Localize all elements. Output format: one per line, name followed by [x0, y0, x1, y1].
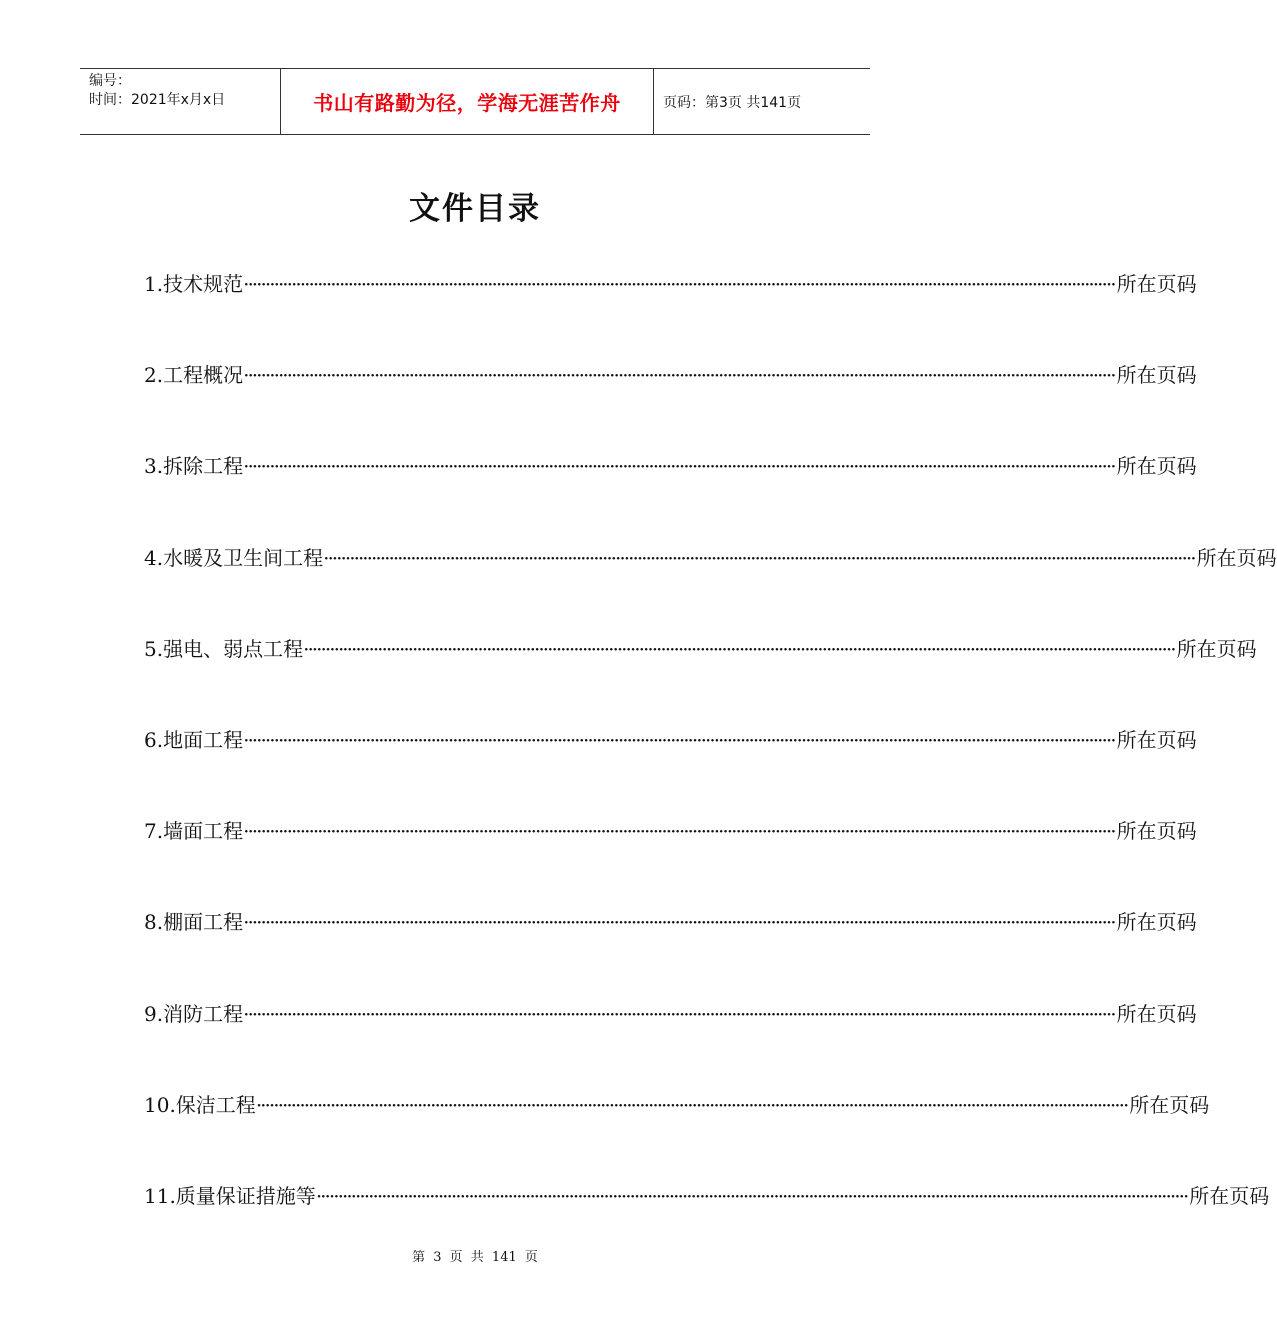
toc-entry-label: 7.墙面工程 — [144, 819, 244, 844]
serial-number-label: 编号： — [89, 73, 131, 89]
date-label: 时间：2021年x月x日 — [89, 92, 226, 108]
toc-entry-label: 11.质量保证措施等 — [144, 1183, 316, 1208]
toc-dot-leader: ········································································································································································································ — [243, 819, 1115, 844]
toc-dot-leader: ········································································································································································································ — [323, 545, 1195, 570]
toc-entry[interactable] — [144, 904, 1197, 995]
header-motto: 书山有路勤为径，学海无涯苦作舟 — [281, 69, 654, 134]
toc-entry[interactable] — [144, 448, 1197, 539]
toc-dot-leader: ········································································································································································································ — [303, 636, 1175, 661]
toc-dot-leader: ········································································································································································································ — [243, 272, 1115, 296]
toc-dot-leader: ········································································································································································································ — [243, 727, 1115, 752]
toc-entry[interactable] — [144, 1087, 1210, 1178]
toc-entry-label: 3.拆除工程 — [144, 454, 244, 479]
toc-entry[interactable] — [144, 266, 1197, 357]
toc-entry-label: 10.保洁工程 — [144, 1092, 256, 1117]
toc-dot-leader: ········································································································································································································ — [243, 363, 1115, 388]
toc-entry-page: 所在页码 — [1176, 636, 1257, 661]
toc-entry-page: 所在页码 — [1189, 1183, 1270, 1208]
toc-entry-page: 所在页码 — [1196, 545, 1277, 570]
toc-dot-leader: ········································································································································································································ — [243, 1001, 1115, 1026]
toc-dot-leader: ········································································································································································································ — [315, 1183, 1188, 1208]
toc-entry-label: 9.消防工程 — [144, 1001, 244, 1026]
header-page-info: 页码：第3页 共141页 — [663, 94, 802, 111]
toc-entry-page: 所在页码 — [1116, 727, 1197, 752]
toc-dot-leader: ········································································································································································································ — [243, 910, 1115, 935]
toc-entry[interactable] — [144, 357, 1197, 448]
toc-entry-page: 所在页码 — [1116, 1001, 1197, 1026]
toc-entry[interactable] — [144, 996, 1197, 1087]
toc-entry-page: 所在页码 — [1116, 272, 1197, 296]
toc-entry-page: 所在页码 — [1116, 819, 1197, 844]
toc-entry[interactable] — [144, 540, 1277, 631]
toc-entry-label: 4.水暖及卫生间工程 — [144, 545, 324, 570]
toc-entry[interactable] — [144, 813, 1197, 904]
toc-entry-label: 6.地面工程 — [144, 727, 244, 752]
toc-dot-leader: ········································································································································································································ — [255, 1092, 1128, 1117]
toc-entry-page: 所在页码 — [1116, 363, 1197, 388]
toc-entry-label: 8.棚面工程 — [144, 910, 244, 935]
page-footer: 第 3 页 共 141 页 — [412, 1250, 538, 1265]
toc-entry-page: 所在页码 — [1116, 910, 1197, 935]
header-meta — [80, 69, 281, 134]
toc-entry-page: 所在页码 — [1129, 1092, 1210, 1117]
page-header — [80, 68, 870, 135]
document-title: 文件目录 — [409, 191, 541, 227]
toc-entry[interactable] — [144, 722, 1197, 813]
toc-entry[interactable] — [144, 631, 1257, 722]
toc-dot-leader: ········································································································································································································ — [243, 454, 1115, 479]
toc-entry-label: 2.工程概况 — [144, 363, 244, 388]
table-of-contents — [144, 266, 1277, 1269]
toc-entry-label: 1.技术规范 — [144, 272, 244, 296]
toc-entry-label: 5.强电、弱点工程 — [144, 636, 304, 661]
toc-entry-page: 所在页码 — [1116, 454, 1197, 479]
